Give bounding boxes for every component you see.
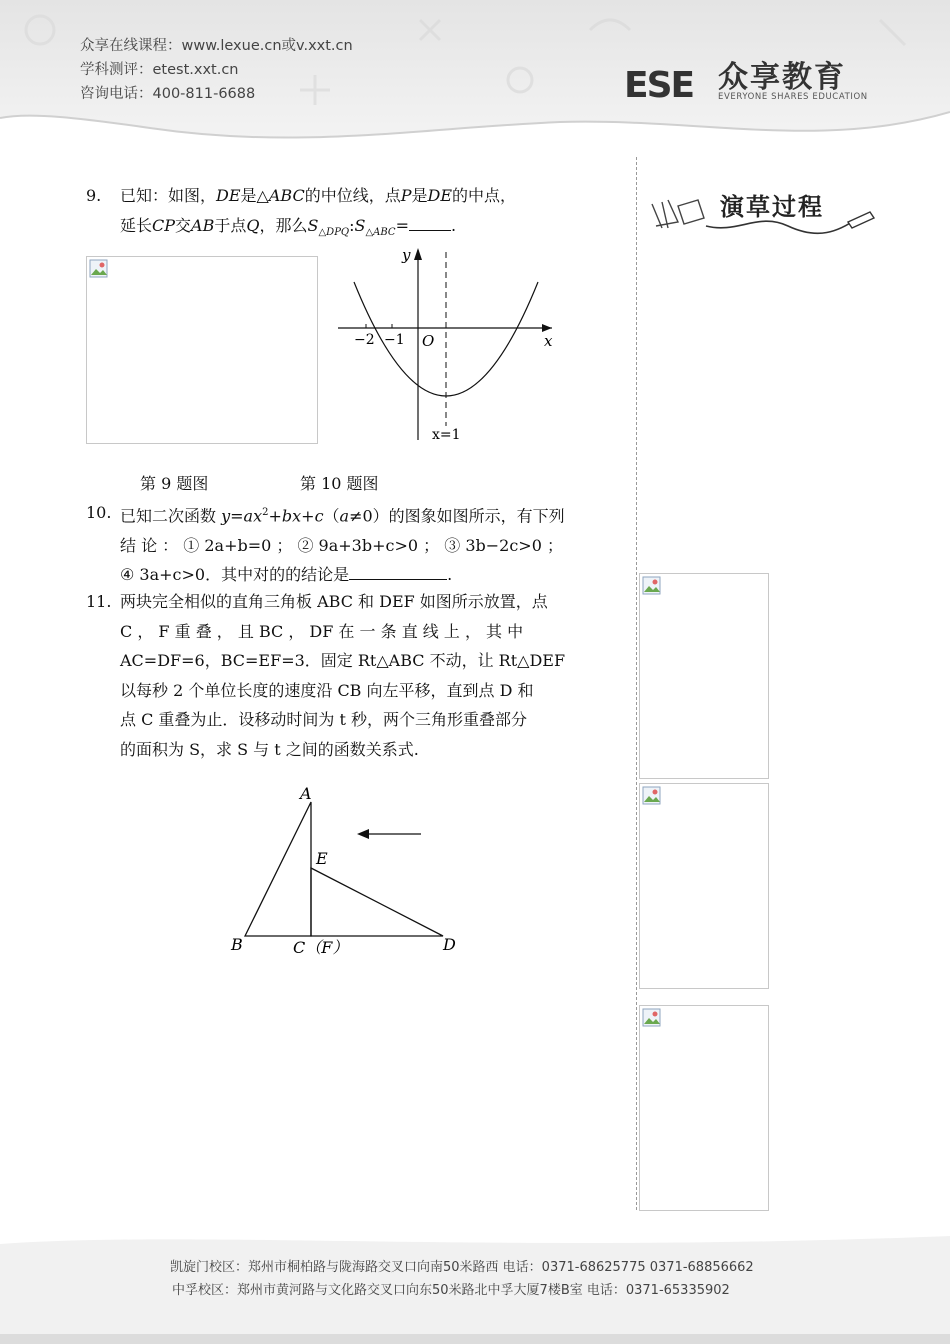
arrow-head-icon xyxy=(357,829,369,839)
q11-line: 的面积为 S，求 S 与 t 之间的函数关系式. xyxy=(120,739,419,759)
page-header xyxy=(0,0,950,150)
q10-text-part: 已知二次函数 xyxy=(120,506,222,526)
q9-sub: △DPQ xyxy=(318,226,350,238)
q9-sub: △ABC xyxy=(365,226,396,238)
q10-var: +bx+c xyxy=(268,506,324,526)
q9-var: ABC xyxy=(268,186,305,205)
triangle-def xyxy=(311,868,443,936)
svg-text:ESE: ESE xyxy=(624,65,694,105)
q9-var: DE xyxy=(427,186,453,205)
q9-var: AB xyxy=(191,215,215,235)
q10-text-part: . xyxy=(447,565,453,585)
q11-text xyxy=(120,587,610,764)
sidebar-image-2 xyxy=(639,783,769,989)
ese-logo-icon xyxy=(622,55,714,105)
broken-image-icon xyxy=(89,259,109,279)
x-axis-arrow-icon xyxy=(542,324,552,332)
q9-number: 9. xyxy=(86,186,102,205)
q9-text-part: : xyxy=(349,215,355,235)
brand-tagline: EVERYONE SHARES EDUCATION xyxy=(718,92,868,102)
q9-text-part: 是 xyxy=(411,186,428,205)
column-divider xyxy=(636,157,637,1210)
y-axis-label: y xyxy=(402,246,411,264)
broken-image-icon xyxy=(642,1008,662,1028)
q9-var: DE xyxy=(216,186,241,205)
q10-text-part: （ xyxy=(323,506,340,526)
x-axis-label: x xyxy=(544,332,553,350)
q10-text-part: ≠0）的图象如图所示，有下列 xyxy=(349,506,565,526)
q9-text-part: 于点 xyxy=(214,215,247,235)
q9-text-part: 延长 xyxy=(120,215,153,235)
q10-var: y=ax xyxy=(221,506,263,526)
q10-text xyxy=(120,498,610,590)
q10-sup: 2 xyxy=(262,507,269,518)
point-e-label: E xyxy=(316,849,328,868)
q9-var: Q xyxy=(246,215,260,235)
q11-line: 点 C 重叠为止．设移动时间为 t 秒，两个三角形重叠部分 xyxy=(120,710,528,729)
point-b-label: B xyxy=(231,935,243,954)
q9-text-part: 的中点， xyxy=(452,186,517,205)
q9-text-part: = xyxy=(395,215,409,235)
q9-text-part: . xyxy=(451,215,457,235)
q9-text-part: 已知：如图， xyxy=(120,186,217,205)
tick-label: −1 xyxy=(384,332,405,348)
q10-answer-blank[interactable] xyxy=(349,565,447,580)
origin-label: O xyxy=(422,332,435,350)
q9-var: S xyxy=(354,215,366,235)
header-courses: 众享在线课程：www.lexue.cn或v.xxt.cn xyxy=(80,38,353,54)
q11-line: 以每秒 2 个单位长度的速度沿 CB 向左平移，直到点 D 和 xyxy=(120,680,534,700)
symmetry-axis-label: x=1 xyxy=(432,427,461,443)
page-footer xyxy=(0,1230,950,1344)
q9-var: CP xyxy=(152,215,176,235)
q9-var: S xyxy=(307,215,319,235)
point-a-label: A xyxy=(300,784,312,803)
q11-line: AC=DF=6，BC=EF=3．固定 Rt△ABC 不动，让 Rt△DEF xyxy=(120,651,566,670)
sidebar-image-3 xyxy=(639,1005,769,1211)
q11-line: C ， F 重 叠 ， 且 BC ， DF 在 一 条 直 线 上 ， 其 中 xyxy=(120,621,524,641)
header-phone: 咨询电话：400-811-6688 xyxy=(80,86,256,102)
q9-figure-image xyxy=(86,256,318,444)
header-assessment: 学科测评：etest.xxt.cn xyxy=(80,62,239,78)
q11-line: 两块完全相似的直角三角板 ABC 和 DEF 如图所示放置，点 xyxy=(120,592,548,611)
tick-label: −2 xyxy=(354,332,375,348)
q9-var: P xyxy=(400,186,412,205)
q10-caption: 第 10 题图 xyxy=(300,474,379,493)
q9-caption: 第 9 题图 xyxy=(140,474,209,493)
sidebar-image-1 xyxy=(639,573,769,779)
q9-answer-blank[interactable] xyxy=(409,216,451,231)
broken-image-icon xyxy=(642,786,662,806)
q9-text xyxy=(120,181,610,247)
footer-campus-1: 凯旋门校区：郑州市桐柏路与陇海路交叉口向南50米路西 电话：0371-68625775 0371-68856662 xyxy=(170,1260,754,1275)
q10-parabola-graph xyxy=(330,240,570,450)
q9-text-part: ，那么 xyxy=(259,215,308,235)
parabola-curve xyxy=(354,282,538,396)
draft-title: 演草过程 xyxy=(720,192,824,221)
point-c-label: C（F） xyxy=(293,938,349,957)
footer-campus-2: 中孚校区：郑州市黄河路与文化路交叉口向东50米路北中孚大厦7楼B室 电话：0371-65335902 xyxy=(172,1283,730,1298)
q10-number: 10. xyxy=(86,503,112,522)
y-axis-arrow-icon xyxy=(414,248,422,260)
q10-var: a xyxy=(339,506,350,526)
q10-text-part: ④ 3a+c>0．其中对的的结论是 xyxy=(120,565,350,585)
broken-image-icon xyxy=(642,576,662,596)
point-d-label: D xyxy=(443,935,456,954)
q11-triangles-figure xyxy=(225,780,470,965)
q9-text-part: 是△ xyxy=(240,186,269,205)
q9-text-part: 的中位线，点 xyxy=(304,186,401,205)
q10-conclusions: 结 论 ： ① 2a+b=0 ； ② 9a+3b+c>0 ； ③ 3b−2c>0 ； xyxy=(120,535,563,555)
q11-number: 11. xyxy=(86,592,112,611)
q9-text-part: 交 xyxy=(175,215,192,235)
header-contact-lines xyxy=(80,34,353,106)
triangle-abc xyxy=(245,802,311,936)
brand-name: 众享教育 xyxy=(718,60,846,95)
